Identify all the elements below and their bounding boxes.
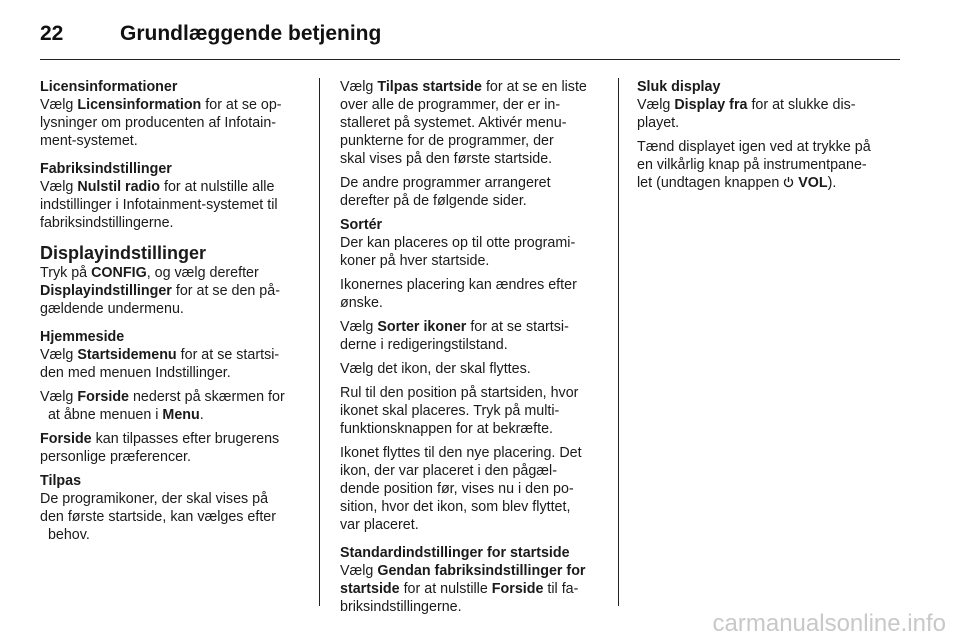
menu-term: Menu <box>162 407 200 423</box>
text: for at nulstille <box>399 581 492 597</box>
text: derne i redigeringstilstand. <box>340 337 508 353</box>
text: ). <box>827 175 837 191</box>
text: Vælg <box>40 97 74 113</box>
text: skal vises på den første startside. <box>340 151 553 167</box>
text: den med menuen Indstillinger. <box>40 365 231 381</box>
paragraph-sort-3 <box>340 318 608 354</box>
paragraph-sort-2 <box>340 276 608 312</box>
text: playet. <box>637 115 680 131</box>
text: Tryk på <box>40 265 92 281</box>
paragraph-home-2 <box>40 388 308 424</box>
menu-term: Display fra <box>674 97 748 113</box>
text: at åbne menuen i <box>47 407 163 423</box>
menu-term: Licensinformation <box>77 97 202 113</box>
text: Vælg <box>40 389 78 405</box>
page-header <box>40 22 920 62</box>
paragraph-sort-5 <box>340 384 608 438</box>
text: ønske. <box>340 295 383 311</box>
text: indstillinger i Infotainment-systemet til <box>40 197 278 213</box>
text: til fa- <box>543 581 579 597</box>
text: punkterne for de programmer, der <box>340 133 554 149</box>
paragraph-display-on <box>637 138 907 192</box>
text: , og vælg derefter <box>146 265 259 281</box>
paragraph-sort-6 <box>340 444 608 534</box>
text: Vælg <box>340 563 378 579</box>
column-1 <box>40 78 308 550</box>
text: behov. <box>47 527 90 543</box>
text: De programikoner, der skal vises på <box>40 491 269 507</box>
text: fabriksindstillingerne. <box>40 215 174 231</box>
page-title: Grundlæggende betjening <box>120 22 382 45</box>
text: den første startside, kan vælges efter <box>40 509 277 525</box>
text: Ikonet flyttes til den nye placering. Det <box>340 445 582 461</box>
text: Vælg det ikon, der skal flyttes. <box>340 361 531 377</box>
menu-term: Tilpas startside <box>377 79 482 95</box>
text: let (undtagen knappen <box>637 175 784 191</box>
paragraph-display-off <box>637 96 907 132</box>
page-number: 22 <box>40 22 64 45</box>
text: Vælg <box>637 97 675 113</box>
column-divider-2 <box>618 78 619 606</box>
text: Der kan placeres op til otte programi- <box>340 235 576 251</box>
text: for at se startsi- <box>466 319 569 335</box>
paragraph-other-programs <box>340 174 608 210</box>
text: funktionsknappen for at bekræfte. <box>340 421 553 437</box>
paragraph-default-startpage <box>340 562 608 616</box>
text: for at slukke dis- <box>747 97 856 113</box>
paragraph-home-3 <box>40 430 308 466</box>
text: derefter på de følgende sider. <box>340 193 527 209</box>
text: Vælg <box>340 79 378 95</box>
text: for at se den på- <box>171 283 280 299</box>
menu-term: startside <box>340 581 400 597</box>
menu-term: Forside <box>77 389 129 405</box>
text: gældende undermenu. <box>40 301 184 317</box>
menu-term: Displayindstillinger <box>40 283 172 299</box>
text: briksindstillingerne. <box>340 599 462 615</box>
text: De andre programmer arrangeret <box>340 175 551 191</box>
text: Tænd displayet igen ved at trykke på <box>637 139 871 155</box>
text: kan tilpasses efter brugerens <box>91 431 280 447</box>
text: var placeret. <box>340 517 419 533</box>
paragraph-factory <box>40 178 308 232</box>
paragraph-sort-4 <box>340 360 608 378</box>
menu-term: Startsidemenu <box>77 347 177 363</box>
text: en vilkårlig knap på instrumentpane- <box>637 157 867 173</box>
heading-default-startpage: Standardindstillinger for startside <box>340 545 570 561</box>
text: for at nulstille alle <box>160 179 275 195</box>
paragraph-home-1 <box>40 346 308 382</box>
text: ment-systemet. <box>40 133 138 149</box>
text: lysninger om producenten af Infotain- <box>40 115 277 131</box>
text: Rul til den position på startsiden, hvor <box>340 385 579 401</box>
button-term: VOL <box>798 175 828 191</box>
text: Vælg <box>40 179 74 195</box>
text: Vælg <box>40 347 78 363</box>
paragraph-customize-startpage <box>340 78 608 168</box>
power-icon <box>783 175 794 191</box>
menu-term: Forside <box>40 431 92 447</box>
paragraph-sort-1 <box>340 234 608 270</box>
watermark: carmanualsonline.info <box>712 610 946 637</box>
text: for at se startsi- <box>176 347 280 363</box>
column-divider-1 <box>319 78 320 606</box>
text: for at se en liste <box>481 79 587 95</box>
text: Vælg <box>340 319 378 335</box>
text: over alle de programmer, der er in- <box>340 97 561 113</box>
paragraph-display-settings <box>40 264 308 318</box>
paragraph-customize <box>40 490 308 544</box>
text: sition, hvor det ikon, som blev flyttet, <box>340 499 571 515</box>
text: ikon, der var placeret i den pågæl- <box>340 463 557 479</box>
column-3 <box>637 78 907 198</box>
heading-sluk-display: Sluk display <box>637 79 721 95</box>
text: . <box>199 407 204 423</box>
column-2 <box>340 78 608 622</box>
heading-displayindstillinger: Displayindstillinger <box>40 243 207 263</box>
heading-fabriksindstillinger: Fabriksindstillinger <box>40 161 172 177</box>
text: nederst på skærmen for <box>129 389 285 405</box>
heading-licensinformationer: Licensinformationer <box>40 79 178 95</box>
text: dende position før, vises nu i den po- <box>340 481 574 497</box>
text: stalleret på systemet. Aktivér menu- <box>340 115 567 131</box>
heading-tilpas: Tilpas <box>40 473 82 489</box>
heading-hjemmeside: Hjemmeside <box>40 329 125 345</box>
text: Ikonernes placering kan ændres efter <box>340 277 577 293</box>
text: koner på hver startside. <box>340 253 490 269</box>
button-term: CONFIG <box>91 265 147 281</box>
menu-term: Forside <box>491 581 544 597</box>
paragraph-license <box>40 96 308 150</box>
menu-term: Nulstil radio <box>77 179 160 195</box>
header-rule <box>40 59 900 60</box>
text: personlige præferencer. <box>40 449 191 465</box>
heading-sorter: Sortér <box>340 217 383 233</box>
menu-term: Sorter ikoner <box>377 319 467 335</box>
text: ikonet skal placeres. Tryk på multi- <box>340 403 560 419</box>
menu-term: Gendan fabriksindstillinger for <box>377 563 586 579</box>
text: for at se op- <box>201 97 282 113</box>
